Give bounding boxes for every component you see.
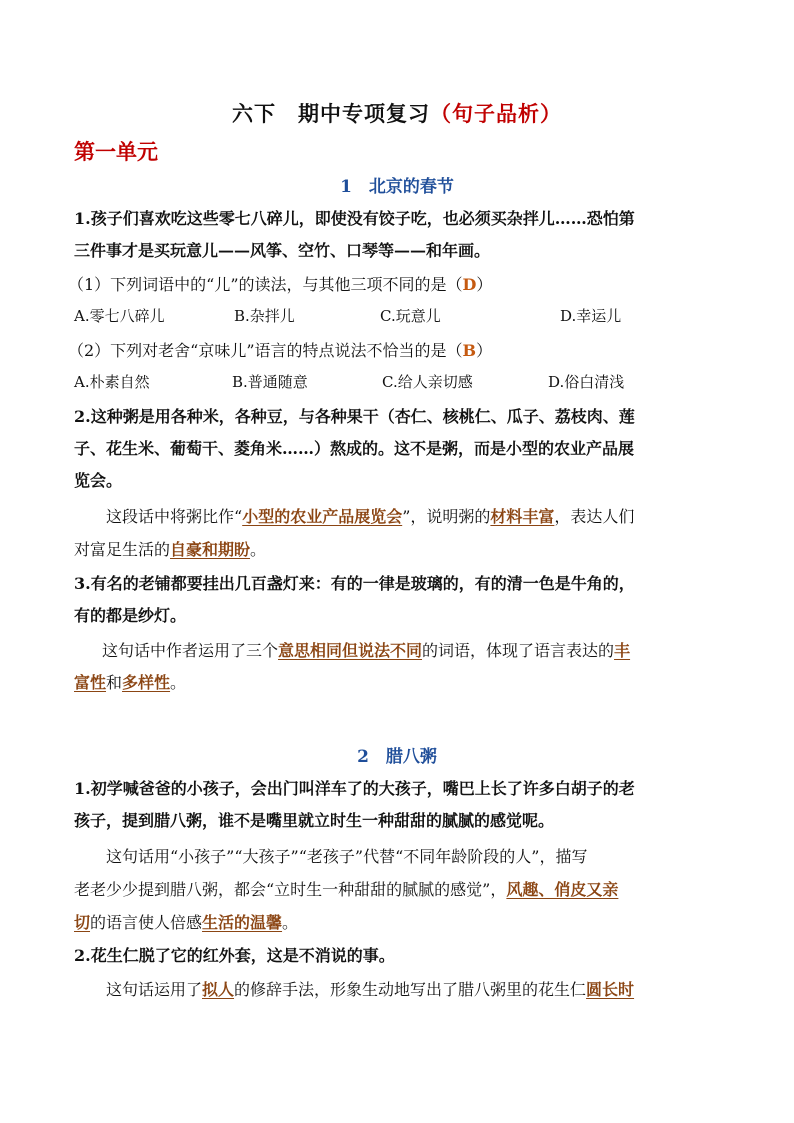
lesson1-heading: 1 北京的春节 <box>340 177 454 197</box>
sub1-answer: D <box>462 275 477 294</box>
unit-heading: 第一单元 <box>74 139 158 164</box>
answer-blank: 丰 <box>614 641 631 660</box>
option-a: A.朴素自然 <box>74 373 150 391</box>
text: 。 <box>170 673 187 692</box>
l1-q2-line3: 览会。 <box>74 471 123 490</box>
l2-q2-line1: 2.花生仁脱了它的红外套，这是不消说的事。 <box>74 946 395 965</box>
l1-a3-line2 <box>74 670 186 693</box>
answer-blank: 切 <box>74 913 91 932</box>
answer-blank: 多样性 <box>122 673 171 692</box>
l1-sub1-options <box>74 305 621 326</box>
l1-q2-line1: 2.这种粥是用各种米，各种豆，与各种果干（杏仁、核桃仁、瓜子、荔枝肉、莲 <box>74 407 635 426</box>
option-d: D.幸运儿 <box>560 307 622 325</box>
text: 和 <box>106 673 123 692</box>
text: ，表达人们 <box>554 507 635 526</box>
title-main: 六下 期中专项复习 <box>232 101 430 126</box>
text: 的词语，体现了语言表达的 <box>422 641 615 660</box>
l1-q1-line1: 1.孩子们喜欢吃这些零七八碎儿，即使没有饺子吃，也必须买杂拌儿……恐怕第 <box>74 209 635 228</box>
answer-blank: 风趣、俏皮又亲 <box>506 880 619 899</box>
text: 这句话运用了 <box>106 980 203 999</box>
l1-sub2 <box>68 338 492 361</box>
option-d: D.俗白清浅 <box>548 373 625 391</box>
answer-blank: 意思相同但说法不同 <box>278 641 423 660</box>
l2-a2-line1 <box>106 977 634 1000</box>
l2-a1-line2 <box>74 877 618 900</box>
text: ”，说明粥的 <box>402 507 491 526</box>
answer-blank: 材料丰富 <box>490 507 555 526</box>
option-b: B.普通随意 <box>232 373 308 391</box>
text: 老老少少提到腊八粥，都会“立时生一种甜甜的腻腻的感觉”， <box>74 880 507 899</box>
text: 这句话中作者运用了三个 <box>102 641 279 660</box>
sub1-text: （1）下列词语中的“儿”的读法，与其他三项不同的是（ <box>68 275 463 294</box>
l1-q3-line1: 3.有名的老铺都要挂出几百盏灯来：有的一律是玻璃的，有的清一色是牛角的， <box>74 574 635 593</box>
answer-blank: 自豪和期盼 <box>170 540 251 559</box>
sub2-close: ） <box>476 341 493 360</box>
sub2-answer: B <box>462 341 477 360</box>
l1-a2-line1 <box>106 504 634 527</box>
page-title <box>0 98 794 128</box>
option-c: C.玩意儿 <box>380 307 441 325</box>
answer-blank: 生活的温馨 <box>202 913 283 932</box>
text: 。 <box>282 913 299 932</box>
text: 的语言使人倍感 <box>90 913 203 932</box>
sub2-text: （2）下列对老舍“京味儿”语言的特点说法不恰当的是（ <box>68 341 463 360</box>
l1-sub2-options <box>74 371 624 392</box>
text: 对富足生活的 <box>74 540 171 559</box>
l1-q2-line2: 子、花生米、葡萄干、菱角米……）熬成的。这不是粥，而是小型的农业产品展 <box>74 439 635 458</box>
option-b: B.杂拌儿 <box>234 307 295 325</box>
l1-a3-line1 <box>102 638 630 661</box>
text: 这段话中将粥比作“ <box>106 507 243 526</box>
l1-a2-line2 <box>74 537 266 560</box>
text: 。 <box>250 540 267 559</box>
answer-blank: 小型的农业产品展览会 <box>242 507 403 526</box>
answer-blank: 拟人 <box>202 980 235 999</box>
lesson2-heading: 2 腊八粥 <box>357 747 437 767</box>
l2-a1-line1: 这句话用“小孩子”“大孩子”“老孩子”代替“不同年龄阶段的人”，描写 <box>106 847 588 866</box>
l1-q1-line2: 三件事才是买玩意儿——风筝、空竹、口琴等——和年画。 <box>74 241 491 260</box>
option-c: C.给人亲切感 <box>382 373 473 391</box>
sub1-close: ） <box>476 275 493 294</box>
l2-q1-line1: 1.初学喊爸爸的小孩子，会出门叫洋车了的大孩子，嘴巴上长了许多白胡子的老 <box>74 779 635 798</box>
answer-blank: 圆长时 <box>586 980 635 999</box>
answer-blank: 富性 <box>74 673 107 692</box>
l1-sub1 <box>68 272 492 295</box>
option-a: A.零七八碎儿 <box>74 307 165 325</box>
text: 的修辞手法，形象生动地写出了腊八粥里的花生仁 <box>234 980 587 999</box>
title-accent: （句子品析） <box>430 101 562 126</box>
l2-a1-line3 <box>74 910 298 933</box>
l1-q3-line2: 有的都是纱灯。 <box>74 606 187 625</box>
l2-q1-line2: 孩子，提到腊八粥，谁不是嘴里就立时生一种甜甜的腻腻的感觉呢。 <box>74 811 555 830</box>
